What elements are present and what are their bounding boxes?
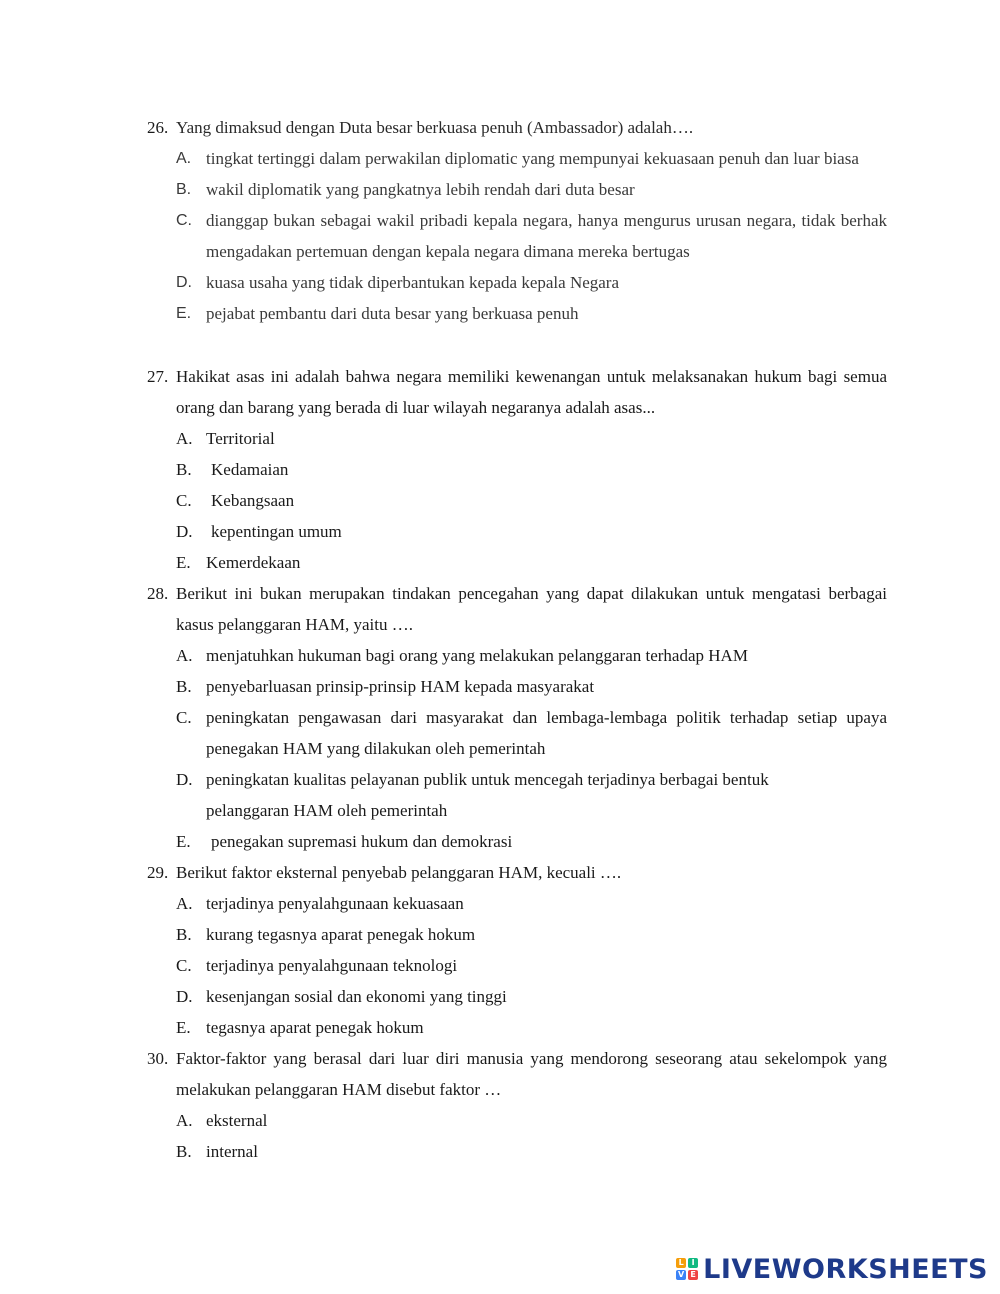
- option-letter: E.: [176, 553, 191, 572]
- question-29: [147, 857, 887, 1043]
- logo-mark-icon: [676, 1258, 698, 1280]
- option-e[interactable]: [176, 547, 887, 578]
- option-letter: A.: [176, 894, 193, 913]
- option-letter: D.: [176, 770, 193, 789]
- option-text: kepentingan umum: [211, 522, 342, 541]
- question-stem: Faktor-faktor yang berasal dari luar diri manusia yang mendorong seseorang atau sekelompok yang melakukan pelanggaran HAM disebut faktor …: [176, 1049, 887, 1099]
- option-text: kesenjangan sosial dan ekonomi yang tinggi: [206, 987, 507, 1006]
- option-letter: C.: [176, 708, 192, 727]
- question-number: 30.: [147, 1049, 169, 1068]
- option-text: wakil diplomatik yang pangkatnya lebih rendah dari duta besar: [206, 180, 635, 199]
- option-letter: D.: [176, 987, 193, 1006]
- option-text: terjadinya penyalahgunaan kekuasaan: [206, 894, 464, 913]
- option-letter: E.: [176, 832, 191, 851]
- option-letter: B.: [176, 1142, 192, 1161]
- option-d[interactable]: [176, 267, 887, 298]
- option-text: penegakan supremasi hukum dan demokrasi: [211, 832, 513, 851]
- option-letter: A.: [176, 646, 193, 665]
- question-stem: Yang dimaksud dengan Duta besar berkuasa penuh (Ambassador) adalah….: [176, 118, 694, 137]
- logo-mark-cell: I: [688, 1258, 698, 1268]
- option-letter: E.: [176, 305, 192, 322]
- option-text: Kemerdekaan: [206, 553, 301, 572]
- option-letter: B.: [176, 460, 192, 479]
- option-a[interactable]: [176, 640, 887, 671]
- question-26: [147, 112, 887, 329]
- option-c[interactable]: [176, 485, 887, 516]
- option-letter: B.: [176, 925, 192, 944]
- option-letter: C.: [176, 491, 192, 510]
- option-letter: B.: [176, 677, 192, 696]
- option-letter: C.: [176, 956, 192, 975]
- option-letter: D.: [176, 274, 192, 291]
- option-text: Kedamaian: [211, 460, 289, 479]
- options-list: [176, 888, 887, 1043]
- option-a[interactable]: [176, 888, 887, 919]
- option-d[interactable]: [176, 764, 887, 826]
- question-stem: Hakikat asas ini adalah bahwa negara memiliki kewenangan untuk melaksanakan hukum bagi semua orang dan barang yang berada di luar wilayah negaranya adalah asas...: [176, 367, 887, 417]
- option-b[interactable]: [176, 174, 887, 205]
- option-a[interactable]: [176, 1105, 887, 1136]
- option-c[interactable]: [176, 950, 887, 981]
- option-text: tingkat tertinggi dalam perwakilan diplomatic yang mempunyai kekuasaan penuh dan luar biasa: [206, 149, 859, 168]
- option-text: pejabat pembantu dari duta besar yang berkuasa penuh: [206, 304, 579, 323]
- question-28: [147, 578, 887, 857]
- option-e[interactable]: [176, 826, 887, 857]
- option-b[interactable]: [176, 1136, 887, 1167]
- option-c[interactable]: [176, 702, 887, 764]
- option-text: kuasa usaha yang tidak diperbantukan kepada kepala Negara: [206, 273, 620, 292]
- options-list: [176, 143, 887, 329]
- option-d[interactable]: [176, 981, 887, 1012]
- option-letter: B.: [176, 181, 192, 198]
- option-text: internal: [206, 1142, 258, 1161]
- option-c[interactable]: [176, 205, 887, 267]
- question-stem: Berikut ini bukan merupakan tindakan pencegahan yang dapat dilakukan untuk mengatasi berbagai kasus pelanggaran HAM, yaitu ….: [176, 584, 887, 634]
- option-text: tegasnya aparat penegak hokum: [206, 1018, 424, 1037]
- option-text: eksternal: [206, 1111, 268, 1130]
- logo-mark-cell: L: [676, 1258, 686, 1268]
- option-b[interactable]: [176, 454, 887, 485]
- option-e[interactable]: [176, 298, 887, 329]
- option-a[interactable]: [176, 143, 887, 174]
- question-number: 28.: [147, 584, 169, 603]
- option-letter: A.: [176, 429, 193, 448]
- logo-mark-cell: V: [678, 1270, 685, 1279]
- option-text: Territorial: [206, 429, 275, 448]
- option-text: penyebarluasan prinsip-prinsip HAM kepada masyarakat: [206, 677, 595, 696]
- option-letter: D.: [176, 522, 193, 541]
- logo-text: LIVEWORKSHEETS: [703, 1253, 988, 1285]
- option-text: terjadinya penyalahgunaan teknologi: [206, 956, 458, 975]
- option-e[interactable]: [176, 1012, 887, 1043]
- option-b[interactable]: [176, 919, 887, 950]
- question-number: 26.: [147, 118, 169, 137]
- option-letter: A.: [176, 150, 192, 167]
- option-text: dianggap bukan sebagai wakil pribadi kepala negara, hanya mengurus urusan negara, tidak berhak mengadakan pertemuan dengan kepala negara dimana mereka bertugas: [206, 211, 887, 261]
- question-27: [147, 361, 887, 578]
- option-a[interactable]: [176, 423, 887, 454]
- option-text: peningkatan pengawasan dari masyarakat dan lembaga-lembaga politik terhadap setiap upaya penegakan HAM yang dilakukan oleh pemerintah: [206, 708, 887, 758]
- option-text: kurang tegasnya aparat penegak hokum: [206, 925, 476, 944]
- question-number: 29.: [147, 863, 169, 882]
- question-number: 27.: [147, 367, 169, 386]
- liveworksheets-logo[interactable]: [676, 1252, 988, 1286]
- option-letter: A.: [176, 1111, 193, 1130]
- logo-mark-cell: E: [688, 1270, 698, 1280]
- option-text: Kebangsaan: [211, 491, 295, 510]
- question-30: [147, 1043, 887, 1167]
- question-stem: Berikut faktor eksternal penyebab pelanggaran HAM, kecuali ….: [176, 863, 622, 882]
- option-text: menjatuhkan hukuman bagi orang yang melakukan pelanggaran terhadap HAM: [206, 646, 748, 665]
- options-list: [176, 640, 887, 857]
- option-letter: E.: [176, 1018, 191, 1037]
- option-letter: C.: [176, 212, 192, 229]
- options-list: [176, 1105, 887, 1167]
- options-list: [176, 423, 887, 578]
- option-d[interactable]: [176, 516, 887, 547]
- option-b[interactable]: [176, 671, 887, 702]
- option-text: peningkatan kualitas pelayanan publik untuk mencegah terjadinya berbagai bentuk pelanggaran HAM oleh pemerintah: [206, 770, 769, 820]
